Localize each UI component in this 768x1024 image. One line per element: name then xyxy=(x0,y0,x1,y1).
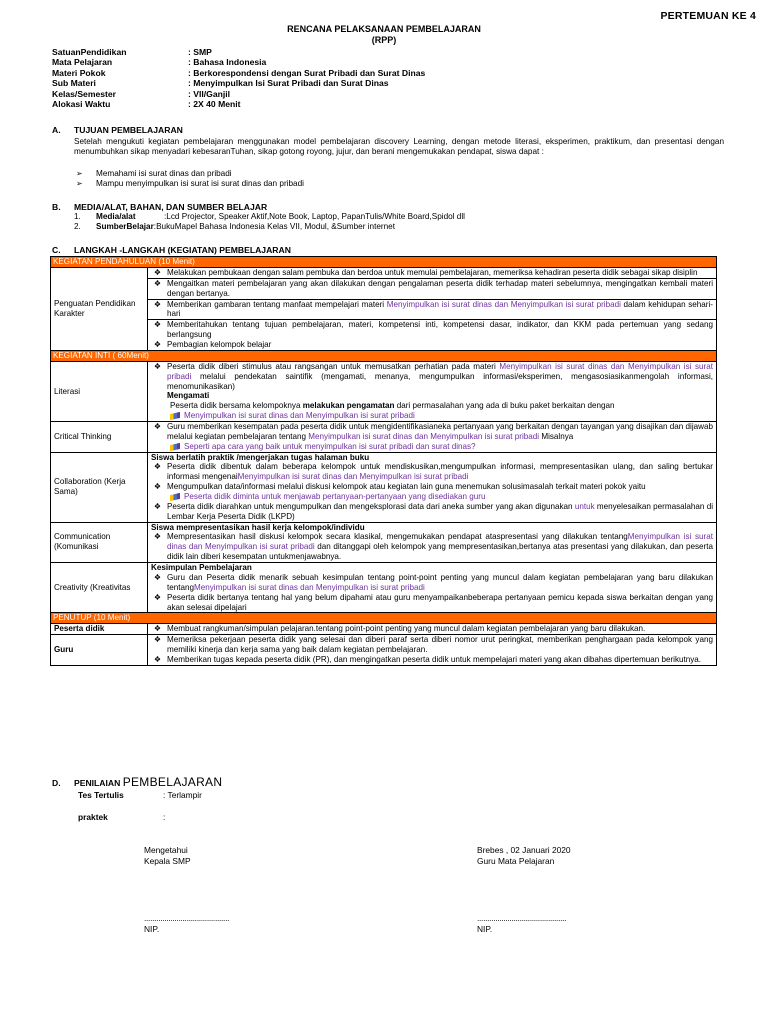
activities-table xyxy=(50,256,717,666)
topic-highlight: Peserta didik diminta untuk menjawab pertanyaan-pertanyaan yang disediakan guru xyxy=(184,492,486,502)
item-text-part: dalam kehidupan sehari-hari xyxy=(167,299,714,319)
table-row xyxy=(51,624,717,635)
diamond-bullet-icon: ❖ xyxy=(153,572,162,582)
item-text xyxy=(167,362,716,392)
signature-line: Brebes , 02 Januari 2020 xyxy=(477,845,571,855)
item-text-part: Peserta didik bersama kelompoknya xyxy=(170,401,303,411)
item-text-part: Memberikan gambaran tentang manfaat mempelajari materi xyxy=(167,299,387,309)
signature-dots: .......................................... xyxy=(144,912,230,923)
list-item xyxy=(148,482,716,492)
collaboration-cell xyxy=(148,452,717,522)
item-text: Peserta didik bertanya tentang hal yang belum dipahami atau guru menyampaikanbeberapa pertanyaan pemicu kepada siswa berkaitan dengan yang akan selesai dipelajari xyxy=(167,592,713,612)
media-list xyxy=(74,212,465,233)
guru-cell xyxy=(148,635,717,666)
document-subtitle: (RPP) xyxy=(371,35,397,45)
critical-cell xyxy=(148,422,717,453)
diamond-bullet-icon: ❖ xyxy=(153,592,162,602)
list-item xyxy=(148,278,716,299)
item-text xyxy=(167,462,716,482)
topic-highlight: untuk xyxy=(574,501,595,511)
topic-highlight: Menyimpulkan isi surat dinas dan Menyimpulkan isi surat pribadi xyxy=(167,532,713,552)
diamond-bullet-icon: ❖ xyxy=(153,320,162,330)
media-number: 2. xyxy=(74,222,81,232)
item-text-bold: melakukan pengamatan xyxy=(302,401,395,411)
section-title: TUJUAN PEMBELAJARAN xyxy=(74,125,183,135)
identity-key: SatuanPendidikan xyxy=(52,47,127,57)
diamond-bullet-icon: ❖ xyxy=(153,340,162,350)
list-item xyxy=(148,532,716,562)
critical-label: Critical Thinking xyxy=(51,422,148,453)
identity-key: Sub Materi xyxy=(52,78,96,89)
diamond-bullet-icon: ❖ xyxy=(153,635,162,645)
item-text-part: menyelesaikan permasalahan di Lembar Kerja Peserta Didik (LKPD) xyxy=(167,501,713,521)
diamond-bullet-icon: ❖ xyxy=(153,462,162,472)
collaboration-heading: Siswa berlatih praktik /mengerjakan tugas halaman buku xyxy=(151,452,370,462)
item-text xyxy=(167,300,716,320)
list-item xyxy=(148,319,716,340)
meeting-label: PERTEMUAN KE 4 xyxy=(660,10,756,22)
identity-row xyxy=(52,47,425,57)
item-text-part: dari permasalahan yang ada di buku paket berkaitan dengan xyxy=(394,401,615,411)
media-row xyxy=(74,212,465,222)
table-row xyxy=(51,563,717,613)
table-row xyxy=(51,522,717,562)
diamond-bullet-icon: ❖ xyxy=(153,501,162,511)
media-label: SumberBelajar xyxy=(96,222,154,232)
penutup-header: PENUTUP (10 Menit) xyxy=(51,613,717,624)
diamond-bullet-icon: ❖ xyxy=(153,299,162,309)
identity-key: Mata Pelajaran xyxy=(52,57,113,68)
pen-icon xyxy=(170,443,180,451)
list-item xyxy=(148,502,716,522)
item-text xyxy=(167,573,716,593)
section-number: B. xyxy=(52,202,61,212)
inti-header: KEGIATAN INTI ( 60Menit) xyxy=(51,350,717,361)
section-a-heading xyxy=(52,125,183,135)
list-item xyxy=(148,655,716,665)
section-number: D. xyxy=(52,778,61,788)
identity-value: : 2X 40 Menit xyxy=(188,98,241,109)
section-title: PENILAIAN xyxy=(74,778,123,788)
table-row xyxy=(51,361,717,421)
section-a-paragraph: Setelah mengukuti kegiatan pembelajaran menggunakan model pembelajaran discovery Learning, dengan metode literasi, eksperimen, praktikum, dan presentasi dengan menumbuhkan sikap menyadari kebesaranTuhan, sikap gotong royong, jujur, dan berani mengemukakan pendapat, siswa dapat : xyxy=(74,137,724,156)
identity-row xyxy=(52,57,425,67)
list-item xyxy=(74,179,724,189)
tes-label: Tes Tertulis xyxy=(78,790,124,800)
pen-item xyxy=(148,411,716,421)
literasi-label: Literasi xyxy=(51,361,148,421)
signature-left xyxy=(144,845,229,935)
list-item xyxy=(148,593,716,613)
diamond-bullet-icon: ❖ xyxy=(153,422,162,432)
item-text-part: Peserta didik diarahkan untuk mengumpulkan dan mengeksplorasi data dari aneka sumber yang akan digunakan xyxy=(167,501,575,511)
topic-highlight: Menyimpulkan isi surat dinas dan Menyimpulkan isi surat pribadi xyxy=(184,411,415,421)
item-text xyxy=(167,422,716,442)
item-text: Melakukan pembukaan dengan salam pembuka dan berdoa untuk memulai pembelajaran, memeriksa kehadiran peserta didik sebagai sikap disiplin xyxy=(167,268,698,277)
list-item xyxy=(148,422,716,442)
list-item xyxy=(148,340,716,350)
topic-highlight: Menyimpulkan isi surat dinas dan Menyimpulkan isi surat pribadi xyxy=(194,582,425,592)
item-text-part: Peserta didik dibentuk dalam beberapa kelompok untuk mendiskusikan,mengumpulkan informasi, mempresentasikan ulang, dan saling bertukar informasi mengenai xyxy=(167,462,713,482)
signature-line: Guru Mata Pelajaran xyxy=(477,855,555,866)
diamond-bullet-icon: ❖ xyxy=(153,278,162,288)
identity-value: : SMP xyxy=(188,47,212,57)
topic-highlight: Menyimpulkan isi surat dinas dan Menyimpulkan isi surat pribadi xyxy=(386,299,621,309)
item-text-part: Peserta didik diberi stimulus atau rangsangan untuk memusatkan perhatian pada materi xyxy=(167,361,500,371)
creativity-label: Creativity (Kreativitas xyxy=(51,563,148,613)
penguatan-label: Penguatan Pendidikan Karakter xyxy=(51,268,148,351)
signature-dots: ............................................ xyxy=(477,912,567,923)
pen-icon xyxy=(170,493,180,501)
list-item xyxy=(148,573,716,593)
item-text-part: Mempresentasikan hasil diskusi kelompok secara klasikal, mengemukakan pendapat ataspresentasi yang dilakukan tentang xyxy=(167,532,628,542)
table-row xyxy=(51,268,717,351)
peserta-cell xyxy=(148,624,717,635)
section-number: C. xyxy=(52,245,61,255)
literasi-cell xyxy=(148,361,717,421)
media-row xyxy=(74,222,465,232)
pendahuluan-header: KEGIATAN PENDAHULUAN (10 Menit) xyxy=(51,257,717,268)
media-number: 1. xyxy=(74,212,81,221)
topic-highlight: Seperti apa cara yang baik untuk menyimpulkan isi surat pribadi dan surat dinas? xyxy=(184,441,476,451)
signature-right xyxy=(477,845,571,935)
item-text: Membuat rangkuman/simpulan pelajaran.tentang point-point penting yang muncul dalam kegiatan pembelajaran yang baru dilakukan. xyxy=(167,624,646,634)
signature-nip: NIP. xyxy=(477,923,493,934)
item-text: Pembagian kelompok belajar xyxy=(167,340,272,350)
item-text: Mengaitkan materi pembelajaran yang akan dilakukan dengan pengalaman peserta didik terhadap materi sebelumnya, mengingatkan kembali materi dengan bertanya. xyxy=(167,278,713,298)
item-text-part: Guru dan Peserta didik menarik sebuah kesimpulan tentang point-point penting yang muncul dalam kegiatan pembelajaran yang baru dilakukan tentang xyxy=(167,572,713,592)
topic-highlight: Menyimpulkan isi surat dinas dan Menyimpulkan isi surat pribadi xyxy=(167,361,714,381)
item-text-part: dan ditanggapi oleh kelompok yang mempresentasikan,bertanya atas presentasi yang dilakukan, dan peserta didik lain diberi kesempatan untukmenjawabnya. xyxy=(167,542,713,562)
guru-label: Guru xyxy=(51,635,148,666)
item-text: Memeriksa pekerjaan peserta didik yang selesai dan diberi paraf serta diberi nomor urut peringkat, memberikan penghargaan pada kelompok yang memiliki kinerja dan kerja sama yang baik dalam kegiatan pembelajaran. xyxy=(167,635,713,655)
item-text xyxy=(167,502,716,522)
identity-value: : Menyimpulkan Isi Surat Pribadi dan Surat Dinas xyxy=(188,78,389,89)
identity-key: Kelas/Semester xyxy=(52,88,117,99)
media-label: Media/alat xyxy=(96,212,136,221)
identity-value: : VII/Ganjil xyxy=(188,88,231,99)
item-text: Memberikan tugas kepada peserta didik (PR), dan mengingatkan peserta didik untuk mempelajari materi yang akan dibahas dipertemuan berikutnya. xyxy=(167,654,702,664)
diamond-bullet-icon: ❖ xyxy=(153,361,162,371)
signature-line: Mengetahui xyxy=(144,845,188,855)
item-text xyxy=(167,532,716,562)
identity-row xyxy=(52,89,425,99)
signature-line: Kepala SMP xyxy=(144,855,191,866)
list-item xyxy=(148,624,716,634)
media-value: :Lcd Projector, Speaker Aktif,Note Book, Laptop, PapanTulis/White Board,Spidol dll xyxy=(164,212,465,221)
praktek-value: : xyxy=(163,812,166,822)
section-title: LANGKAH -LANGKAH (KEGIATAN) PEMBELAJARAN xyxy=(74,245,291,255)
mengamati-heading: Mengamati xyxy=(167,391,210,401)
identity-row xyxy=(52,68,425,78)
peserta-label: Peserta didik xyxy=(51,624,148,635)
item-text: Memberitahukan tentang tujuan pembelajaran, materi, kompetensi inti, kompetensi dasar, indikator, dan KKM pada pertemuan yang sedang berlangsung xyxy=(167,320,713,340)
item-text-part: Guru memberikan kesempatan pada peserta didik untuk mengidentifikasianeka pertanyaan yang berkaitan dengan tayangan yang disajikan dan dijawab melalui kegiatan pembelajaran tentang xyxy=(167,422,713,441)
section-b-heading xyxy=(52,202,267,212)
list-item xyxy=(74,169,724,179)
pendahuluan-cell xyxy=(148,268,717,351)
identity-row xyxy=(52,99,425,109)
pen-icon xyxy=(170,412,180,420)
diamond-bullet-icon: ❖ xyxy=(153,268,162,277)
list-item xyxy=(148,462,716,482)
list-item xyxy=(148,362,716,392)
identity-value: : Bahasa Indonesia xyxy=(188,57,267,68)
section-title: MEDIA/ALAT, BAHAN, DAN SUMBER BELAJAR xyxy=(74,202,268,212)
diamond-bullet-icon: ❖ xyxy=(153,624,162,634)
identity-key: Materi Pokok xyxy=(52,67,106,78)
section-c-heading xyxy=(52,245,291,255)
communication-cell xyxy=(148,522,717,562)
pen-item xyxy=(148,442,716,452)
item-text-part: melalui pendekatan saintifik (mengamati, menanya, mengumpulkan informasi/eksperimen, mengasosiasikanmengolah informasi, menomunikasikan) xyxy=(167,371,713,391)
identity-key: Alokasi Waktu xyxy=(52,98,111,109)
section-d-heading xyxy=(52,775,222,790)
section-number: A. xyxy=(52,125,61,135)
signature-nip: NIP. xyxy=(144,923,160,934)
list-item xyxy=(148,635,716,655)
creativity-cell xyxy=(148,563,717,613)
tes-value: : Terlampir xyxy=(163,790,202,800)
identity-value: : Berkorespondensi dengan Surat Pribadi dan Surat Dinas xyxy=(188,67,426,78)
mengamati-text xyxy=(148,401,716,411)
collaboration-label: Collaboration (Kerja Sama) xyxy=(51,452,148,522)
communication-heading: Siswa mempresentasikan hasil kerja kelompok/individu xyxy=(151,522,365,532)
creativity-heading: Kesimpulan Pembelajaran xyxy=(151,563,252,573)
pen-item xyxy=(148,492,716,502)
item-text-part: Misalnya xyxy=(539,431,574,441)
praktek-label: praktek xyxy=(78,812,108,822)
document-title: RENCANA PELAKSANAAN PEMBELAJARAN xyxy=(287,24,481,34)
identity-table xyxy=(52,47,425,109)
arrow-bullet-icon: ➢ xyxy=(76,179,83,189)
list-item-text: Memahami isi surat dinas dan pribadi xyxy=(96,169,232,178)
table-row xyxy=(51,422,717,453)
communication-label: Communication (Komunikasi xyxy=(51,522,148,562)
diamond-bullet-icon: ❖ xyxy=(153,532,162,542)
topic-highlight: Menyimpulkan isi surat dinas dan Menyimpulkan isi surat pribadi xyxy=(308,431,540,441)
list-item xyxy=(148,299,716,320)
arrow-bullet-icon: ➢ xyxy=(76,169,83,178)
item-text: Mengumpulkan data/informasi melalui diskusi kelompok atau kegiatan lain guna menemukan solusimasalah terkait materi pokok yaitu xyxy=(167,482,646,492)
diamond-bullet-icon: ❖ xyxy=(153,482,162,492)
topic-highlight: Menyimpulkan isi surat dinas dan Menyimpulkan isi surat pribadi xyxy=(237,472,469,482)
table-row xyxy=(51,635,717,666)
list-item-text: Mampu menyimpulkan isi surat isi surat dinas dan pribadi xyxy=(96,179,304,189)
section-title-large: PEMBELAJARAN xyxy=(122,775,223,789)
media-value: :BukuMapel Bahasa Indonesia Kelas VII, Modul, &Sumber internet xyxy=(153,222,396,232)
list-item xyxy=(148,268,716,278)
table-row xyxy=(51,452,717,522)
section-a-bullets xyxy=(74,169,724,190)
identity-row xyxy=(52,78,425,88)
diamond-bullet-icon: ❖ xyxy=(153,654,162,664)
